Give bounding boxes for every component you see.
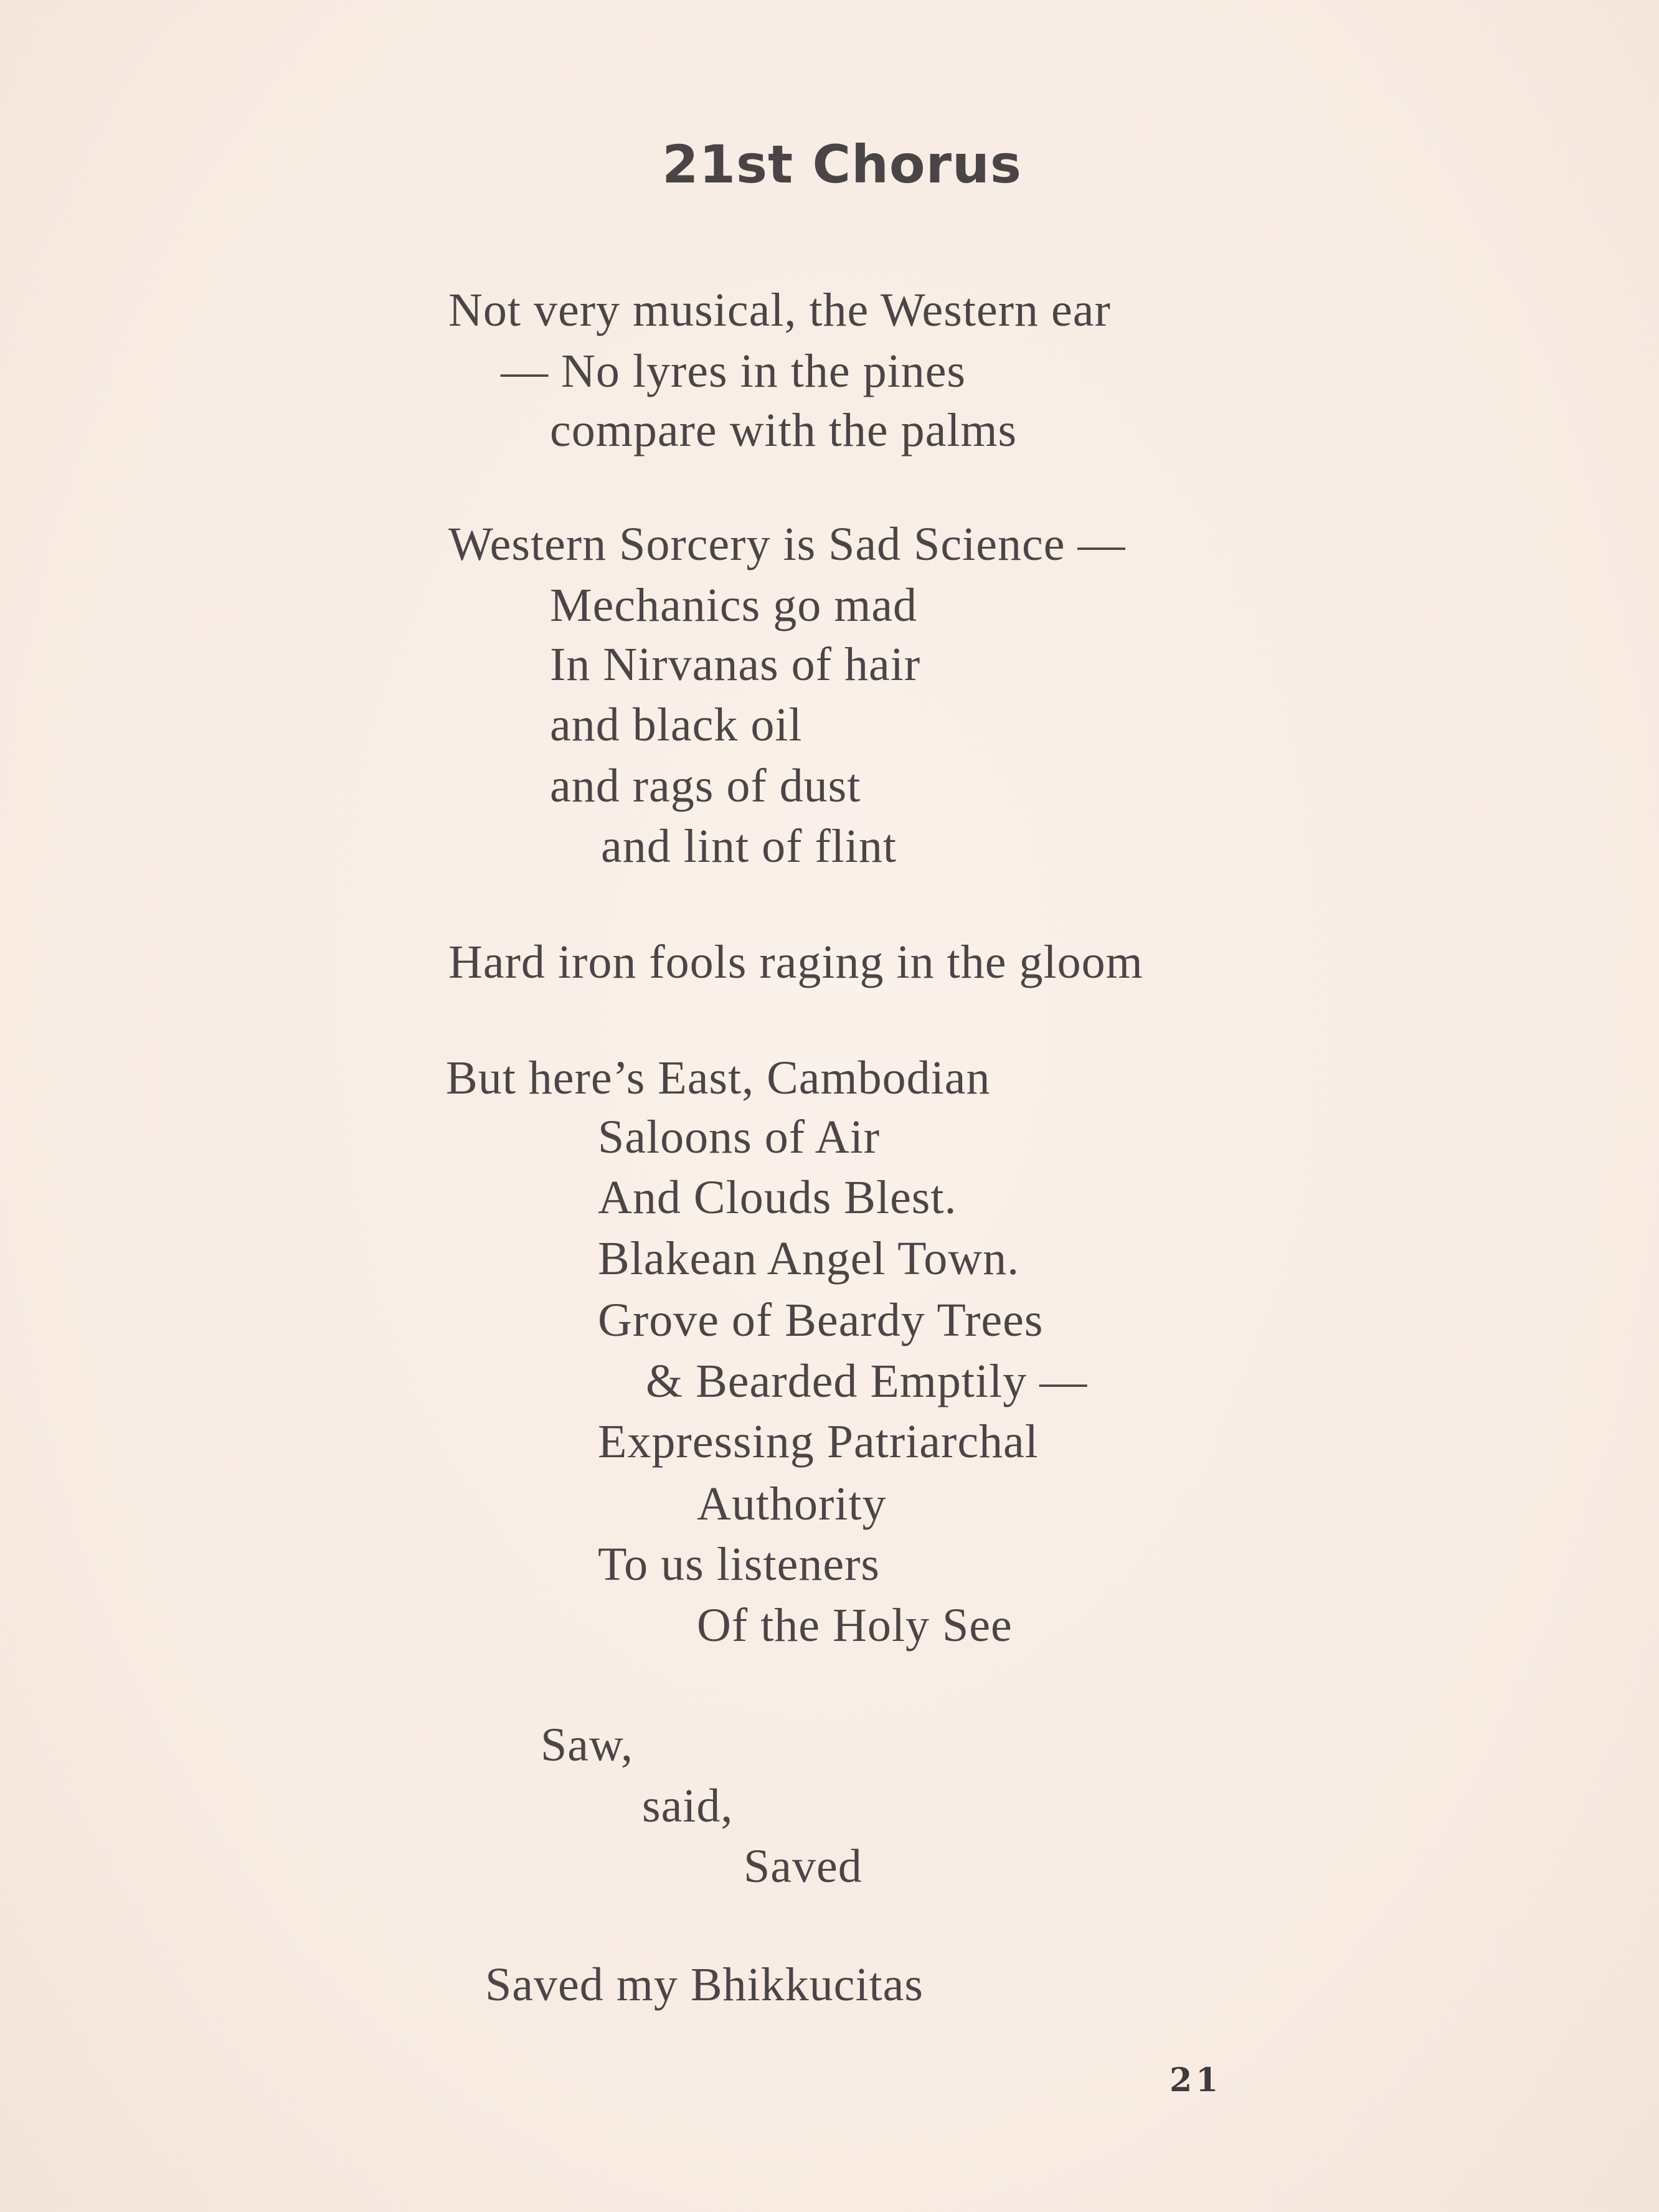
poem-line: & Bearded Emptily — — [646, 1355, 1088, 1407]
poem-line: Saloons of Air — [598, 1111, 881, 1163]
poem-line: Mechanics go mad — [550, 579, 918, 631]
poem-line: In Nirvanas of hair — [550, 638, 921, 691]
poem-line: Blakean Angel Town. — [598, 1232, 1020, 1285]
page-number: 21 — [1170, 2061, 1222, 2099]
poem-line: — No lyres in the pines — [501, 345, 967, 397]
poem-line: Hard iron fools raging in the gloom — [448, 936, 1143, 988]
poem-line: Western Sorcery is Sad Science — — [448, 518, 1126, 570]
poem-line: To us listeners — [598, 1538, 880, 1590]
poem-line: Expressing Patriarchal — [598, 1416, 1039, 1468]
poem-line: and rags of dust — [550, 760, 861, 812]
poem-title: 21st Chorus — [662, 134, 1022, 195]
poem-line: Not very musical, the Western ear — [448, 284, 1111, 336]
poem-line: And Clouds Blest. — [598, 1171, 957, 1224]
poem-line: Saved — [744, 1840, 863, 1893]
poem-line: Grove of Beardy Trees — [598, 1294, 1044, 1346]
poem-line: and black oil — [550, 699, 803, 751]
poem-line: Saw, — [541, 1719, 633, 1771]
poem-line: and lint of flint — [601, 820, 897, 872]
poem-line: Of the Holy See — [697, 1599, 1013, 1652]
poem-line: Authority — [697, 1478, 887, 1530]
poem-line: said, — [642, 1780, 734, 1832]
poem-line: compare with the palms — [550, 404, 1018, 456]
poem-line: But here’s East, Cambodian — [446, 1052, 991, 1104]
poem-line: Saved my Bhikkucitas — [485, 1959, 924, 2011]
